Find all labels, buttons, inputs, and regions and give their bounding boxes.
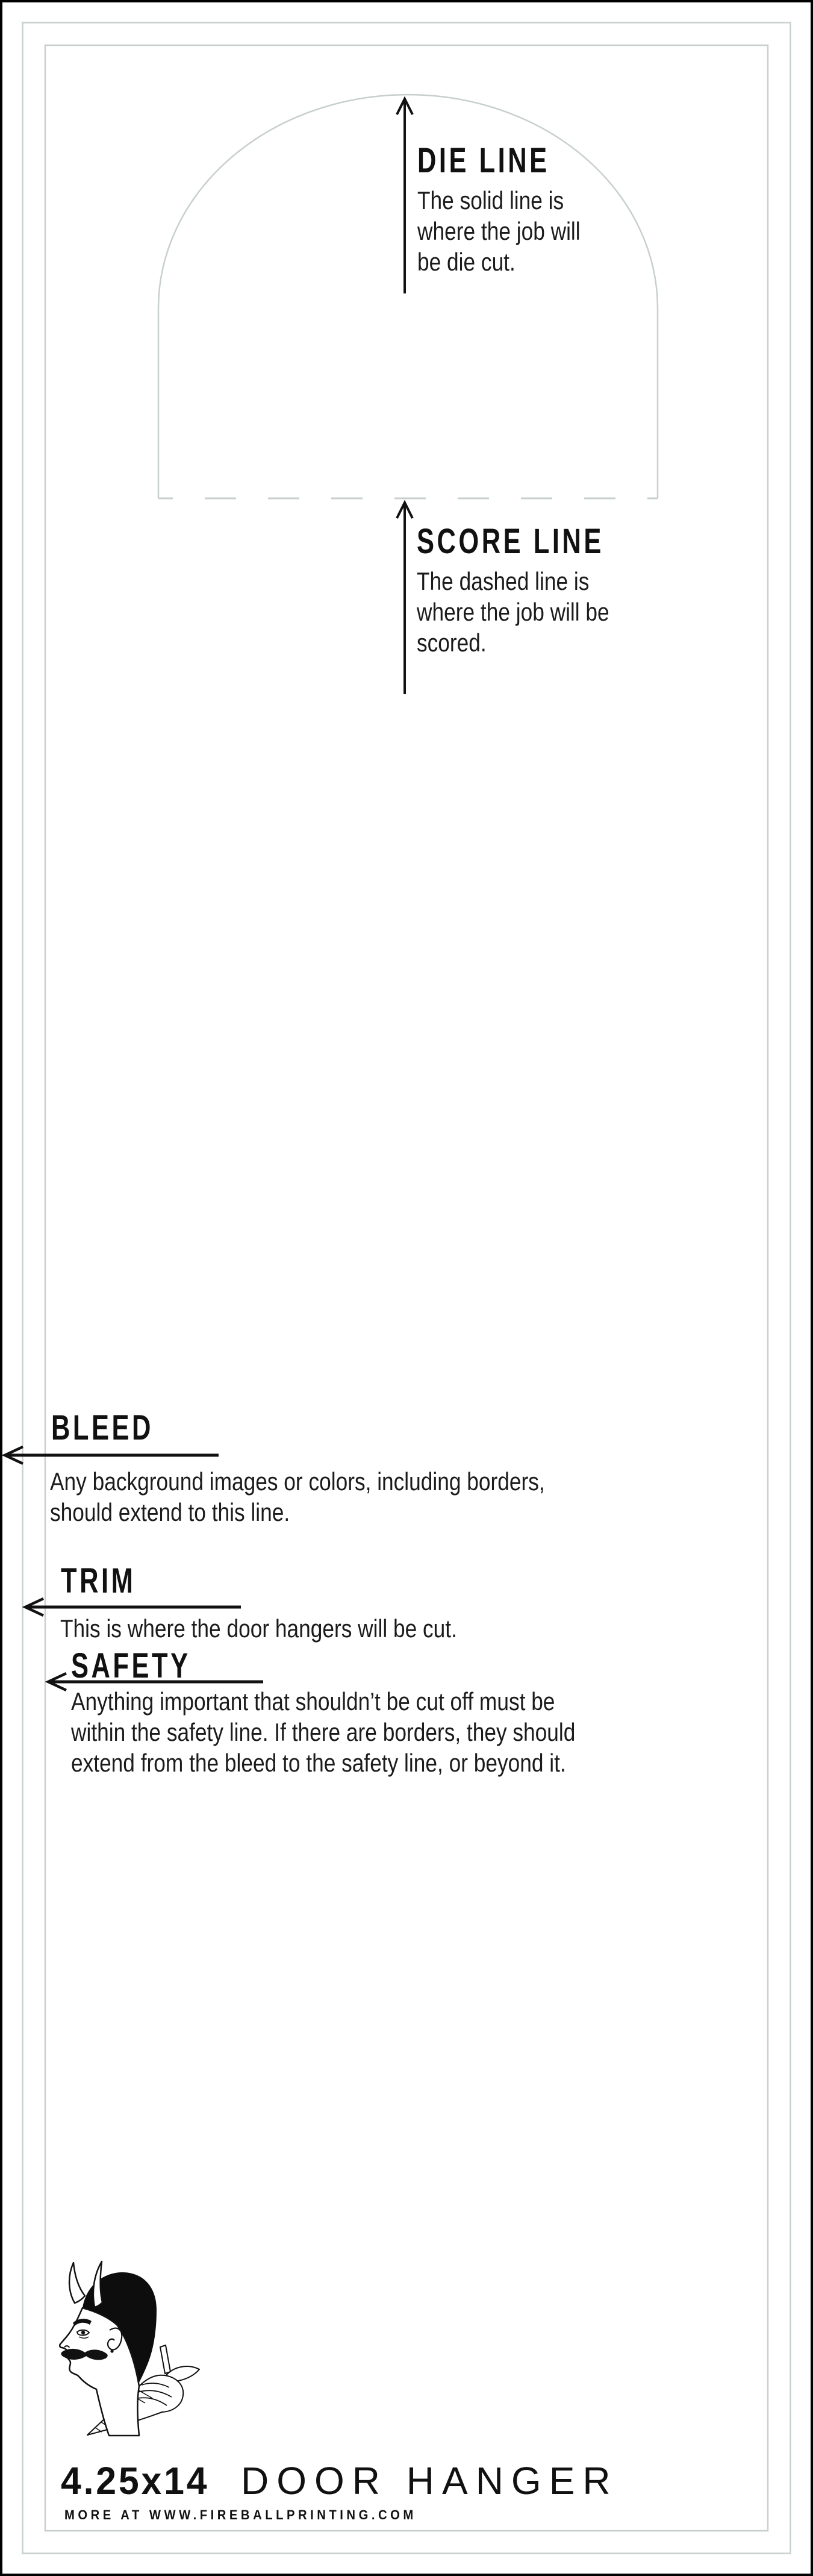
trim-title: TRIM (61, 1561, 136, 1600)
bleed-description (50, 1466, 545, 1528)
die-line-title: DIE LINE (417, 141, 550, 180)
score-line-description (417, 566, 609, 658)
bleed-line (1, 1, 812, 2575)
logo-left-horn-icon (69, 2263, 85, 2303)
footer-more-url: MORE AT WWW.FIREBALLPRINTING.COM (64, 2507, 417, 2522)
bleed-section (51, 1408, 188, 1447)
die-line-desc-line: The solid line is (417, 186, 564, 215)
score-line-desc-line: where the job will be (417, 598, 609, 626)
score-line-title: SCORE LINE (417, 522, 604, 561)
bleed-title: BLEED (51, 1408, 154, 1447)
safety-desc-line: extend from the bleed to the safety line, or beyond it. (71, 1749, 566, 1777)
safety-description (71, 1686, 575, 1778)
safety-desc-line: Anything important that shouldn’t be cut off must be (71, 1687, 555, 1716)
bleed-desc-line: should extend to this line. (50, 1498, 290, 1526)
die-line-up-arrow-icon (397, 99, 413, 293)
footer-product-label: DOOR HANGER (241, 2459, 618, 2502)
footer-size-label: 4.25x14 (61, 2459, 210, 2502)
score-line-section (417, 524, 667, 559)
safety-title: SAFETY (71, 1646, 191, 1685)
die-line-description (417, 185, 581, 277)
die-line-section (417, 143, 594, 178)
safety-desc-line: within the safety line. If there are borders, they should (71, 1718, 576, 1746)
score-line-desc-line: The dashed line is (417, 567, 590, 595)
logo-right-horn-icon (93, 2261, 102, 2307)
safety-section (71, 1646, 231, 1685)
logo-earring (110, 2349, 113, 2352)
die-line-desc-line: where the job will (417, 217, 581, 245)
trim-description (60, 1613, 457, 1644)
trim-desc-line: This is where the door hangers will be cut. (60, 1614, 457, 1643)
bleed-desc-line: Any background images or colors, including borders, (50, 1467, 545, 1496)
score-line-up-arrow-icon (397, 503, 413, 694)
bleed-left-arrow-icon (5, 1447, 219, 1464)
trim-line (23, 23, 791, 2554)
trim-section (61, 1561, 161, 1600)
fireball-devil-logo (51, 2254, 208, 2446)
score-line-desc-line: scored. (417, 628, 487, 657)
safety-line (45, 45, 768, 2531)
die-line-desc-line: be die cut. (417, 248, 516, 276)
